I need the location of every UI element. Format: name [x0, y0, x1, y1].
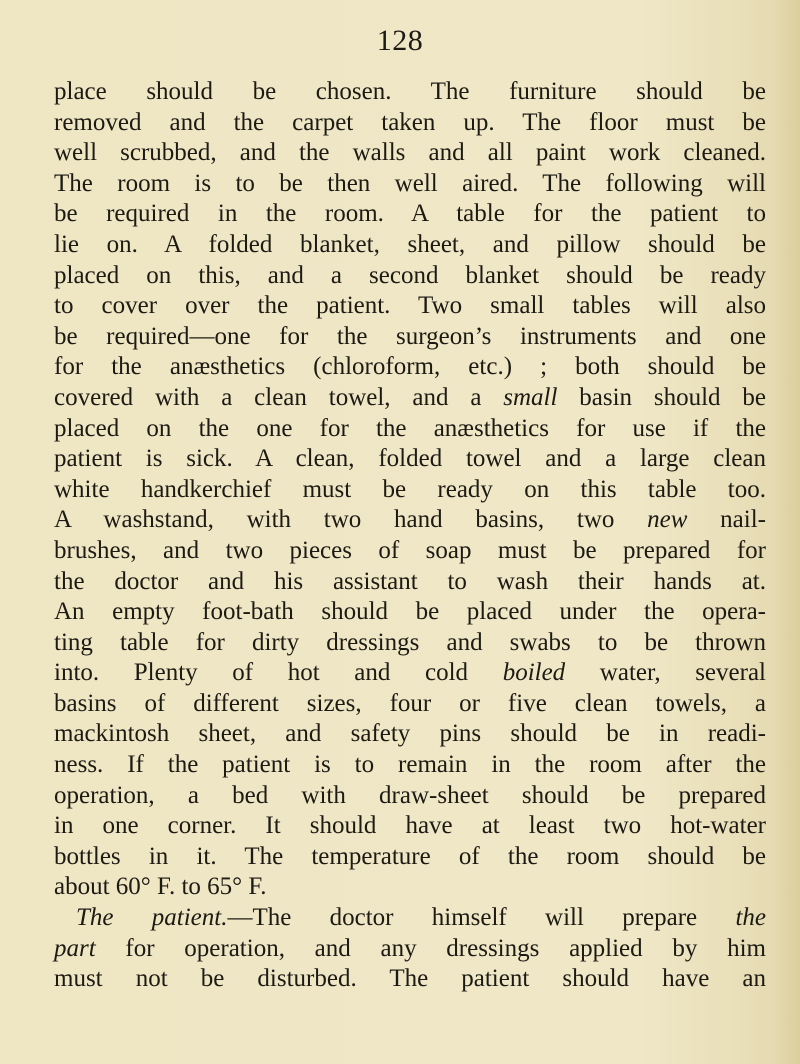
text-segment: ness. If the patient is to remain in the room after the [54, 751, 766, 779]
text-line [54, 77, 766, 108]
text-segment: An empty foot-bath should be placed under the opera- [54, 598, 766, 626]
text-line [54, 383, 766, 414]
text-segment: mackintosh sheet, and safety pins should be in readi- [54, 720, 766, 748]
text-line [54, 719, 766, 750]
text-segment: placed on the one for the anæsthetics for use if the [54, 414, 766, 442]
text-segment: nail- [687, 506, 766, 534]
italic-text: part [54, 934, 96, 962]
text-segment: into. Plenty of hot and cold [54, 659, 503, 687]
text-segment: water, several [565, 659, 766, 687]
text-segment: white handkerchief must be ready on this table too. [54, 475, 766, 503]
text-line [54, 169, 766, 200]
text-line [54, 964, 766, 995]
text-line [54, 842, 766, 873]
text-segment: —The doctor himself will prepare [227, 904, 736, 932]
text-segment: lie on. A folded blanket, sheet, and pillow should be [54, 230, 766, 258]
text-line [54, 322, 766, 353]
page-number: 128 [376, 24, 424, 57]
text-segment: patient is sick. A clean, folded towel and a large clean [54, 445, 766, 473]
text-segment: to cover over the patient. Two small tables will also [54, 292, 766, 320]
text-segment: well scrubbed, and the walls and all paint work cleaned. [54, 139, 766, 167]
italic-text: small [503, 383, 558, 411]
text-line [54, 444, 766, 475]
text-segment: bottles in it. The temperature of the room should be [54, 842, 766, 870]
text-line [54, 658, 766, 689]
italic-text: The patient. [76, 904, 228, 932]
text-segment: the doctor and his assistant to wash their hands at. [54, 567, 766, 595]
text-segment: about 60° F. to 65° F. [54, 873, 267, 901]
text-segment: basin should be [557, 383, 766, 411]
text-segment: for operation, and any dressings applied by him [95, 934, 766, 962]
text-line [54, 352, 766, 383]
body-text [54, 77, 766, 995]
text-line [54, 291, 766, 322]
text-line [54, 872, 766, 903]
text-line [54, 689, 766, 720]
text-line [54, 138, 766, 169]
text-segment: A washstand, with two hand basins, two [54, 506, 648, 534]
text-line [54, 597, 766, 628]
italic-text: the [735, 904, 766, 932]
text-line [54, 230, 766, 261]
text-line [54, 811, 766, 842]
text-segment: operation, a bed with draw-sheet should be prepared [54, 781, 766, 809]
text-segment: for the anæsthetics (chloroform, etc.) ; both should be [54, 353, 766, 381]
text-line [54, 414, 766, 445]
text-segment: must not be disturbed. The patient should have an [54, 965, 766, 993]
text-segment: be required in the room. A table for the patient to [54, 200, 766, 228]
text-line [54, 628, 766, 659]
text-segment: The room is to be then well aired. The following will [54, 169, 766, 197]
text-segment: in one corner. It should have at least two hot-water [54, 812, 766, 840]
text-line [54, 199, 766, 230]
text-segment: basins of different sizes, four or five clean towels, a [54, 689, 766, 717]
text-segment: placed on this, and a second blanket should be ready [54, 261, 766, 289]
text-segment: be required—one for the surgeon’s instruments and one [54, 322, 766, 350]
text-segment: covered with a clean towel, and a [54, 383, 504, 411]
text-line [54, 750, 766, 781]
text-segment: brushes, and two pieces of soap must be prepared for [54, 536, 766, 564]
text-line [54, 567, 766, 598]
text-line [54, 505, 766, 536]
text-segment: place should be chosen. The furniture should be [54, 78, 766, 105]
text-line [54, 536, 766, 567]
text-line [54, 934, 766, 965]
italic-text: new [647, 506, 688, 534]
page-edge-discoloration [774, 0, 800, 1064]
text-line [54, 261, 766, 292]
italic-text: boiled [502, 659, 566, 687]
text-line [54, 903, 766, 934]
text-line [54, 475, 766, 506]
text-line [54, 781, 766, 812]
text-segment: ting table for dirty dressings and swabs to be thrown [54, 628, 766, 656]
text-line [54, 108, 766, 139]
text-segment: removed and the carpet taken up. The floor must be [54, 108, 766, 136]
